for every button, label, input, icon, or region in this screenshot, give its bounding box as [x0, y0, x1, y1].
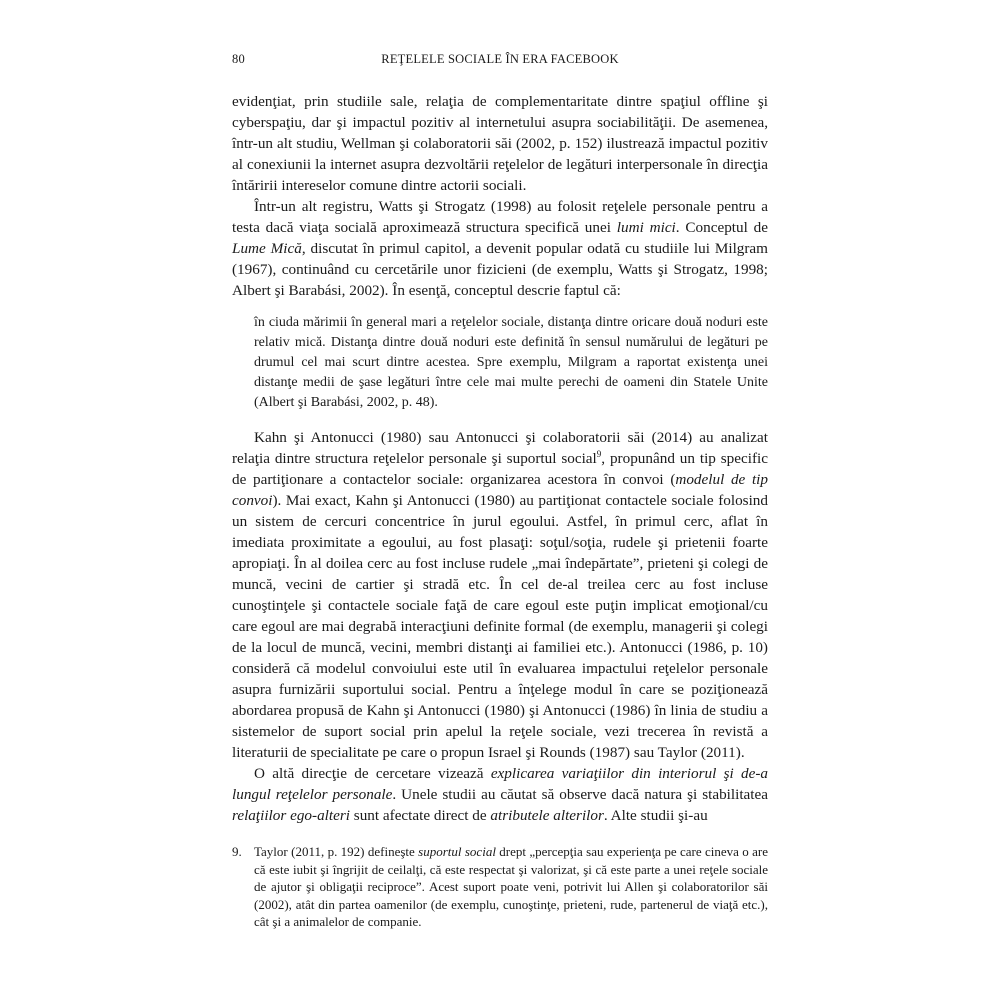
text-run: , propunând un tip specific de partiţionare a contactelor sociale: organizarea acestora în convoi (: [232, 450, 768, 488]
text-run: . Conceptul de: [675, 219, 768, 236]
emphasis: explicarea variaţiilor din interiorul şi de-a lungul reţelelor personale: [232, 765, 768, 803]
text-run: , discutat în primul capitol, a devenit popular odată cu studiile lui Milgram (1967), continuând cu cercetările unor fizicieni (de exemplu, Watts şi Strogatz, 1998; Albert şi Barabási, 2002). În esenţă, conceptul descrie faptul că:: [232, 240, 768, 299]
emphasis: atributele alterilor: [490, 807, 604, 824]
block-quote: în ciuda mărimii în general mari a reţelelor sociale, distanţa dintre oricare două noduri este relativ mică. Distanţa dintre două noduri este definită în sensul numărului de legături pe drumul cel mai scurt dintre acestea. Spre exemplu, Milgram a raportat existenţa unei distanţe medii de şase legături între cele mai multe perechi de oameni din Statele Unite (Albert şi Barabási, 2002, p. 48).: [254, 315, 768, 410]
footnote-reference: 9: [596, 448, 602, 459]
text-run: O altă direcţie de cercetare vizează: [254, 765, 491, 782]
page-number: 80: [232, 52, 245, 66]
text-run: . Unele studii au căutat să observe dacă natura şi stabilitatea: [392, 786, 768, 803]
running-title: REŢELELE SOCIALE ÎN ERA FACEBOOK: [381, 52, 619, 66]
paragraph-4: [232, 763, 768, 826]
main-text: [232, 91, 768, 826]
footnote-9: [232, 843, 768, 931]
text-run: ). Mai exact, Kahn şi Antonucci (1980) au partiţionat contactele sociale folosind un sistem de cercuri concentrice în jurul egoului. Astfel, în primul cerc, aflat în imediata proximitate a egoului, au fost plasaţi: soţul/soţia, rudele şi prietenii foarte apropiaţi. În al doilea cerc au fost incluse rudele „mai îndepărtate”, prieteni şi colegi de muncă, vecini de cartier şi stradă etc. În cel de-al treilea cerc au fost incluse cunoştinţele şi contactele sociale faţă de care egoul este puţin implicat emoţional/cu care egoul are mai degrabă interacţiuni definite formal (de exemplu, managerii şi colegi de la locul de muncă, vecini, membri distanţi ai familiei etc.). Antonucci (1986, p. 10) consideră că modelul convoiului este util în evaluarea impactului reţelelor personale asupra furnizării suportului social. Pentru a înţelege modul în care se poziţionează abordarea propusă de Kahn şi Antonucci (1980) şi Antonucci (1986) în linia de studiu a sistemelor de suport social prin apelul la reţele sociale, vezi trecerea în revistă a literaturii de specialitate pe care o propun Israel şi Rounds (1987) sau Taylor (2011).: [232, 492, 768, 761]
emphasis: lumi mici: [616, 219, 676, 236]
emphasis: suportul social: [418, 844, 496, 859]
emphasis: modelul de tip convoi: [232, 471, 768, 509]
text-run: sunt afectate direct de: [349, 807, 491, 824]
text-run: . Alte studii şi-au: [603, 807, 708, 824]
emphasis: Lume Mică: [232, 240, 302, 257]
emphasis: relaţiilor ego-alteri: [232, 807, 350, 824]
footnotes: [232, 843, 768, 931]
text-run: Taylor (2011, p. 192) defineşte: [254, 844, 419, 859]
paragraph-2: [232, 196, 768, 301]
footnote-number: 9.: [232, 844, 242, 859]
footnote-text: [254, 843, 768, 931]
paragraph-3: [232, 427, 768, 763]
paragraph-1: evidenţiat, prin studiile sale, relaţia de complementaritate dintre spaţiul offline şi cyberspaţiu, dar şi impactul pozitiv al internetului asupra sociabilităţii. De asemenea, într-un alt studiu, Wellman şi colaboratorii săi (2002, p. 152) ilustrează impactul pozitiv al conexiunii la internet asupra dezvoltării reţelelor de legături interpersonale în direcţia întăririi intereselor comune dintre actorii sociali.: [232, 93, 768, 194]
text-run: Kahn şi Antonucci (1980) sau Antonucci şi colaboratorii săi (2014) au analizat relaţia dintre structura reţelelor personale şi suportul social: [232, 429, 768, 467]
text-run: Într-un alt registru, Watts şi Strogatz (1998) au folosit reţelele personale pentru a testa dacă viaţa socială aproximează structura specifică unei: [232, 198, 768, 236]
text-run: drept „percepţia sau experienţa pe care cineva o are că este iubit şi îngrijit de ceilalţi, că este respectat şi valorizat, şi că este parte a unei reţele sociale de ajutor şi obligaţii reciproce”. Acest suport poate veni, potrivit lui Allen şi colaboratorilor săi (2002), atât din partea oamenilor (de exemplu, cunoştinţe, prieteni, rude, partenerul de viaţă etc.), cât şi a animalelor de companie.: [254, 844, 768, 929]
